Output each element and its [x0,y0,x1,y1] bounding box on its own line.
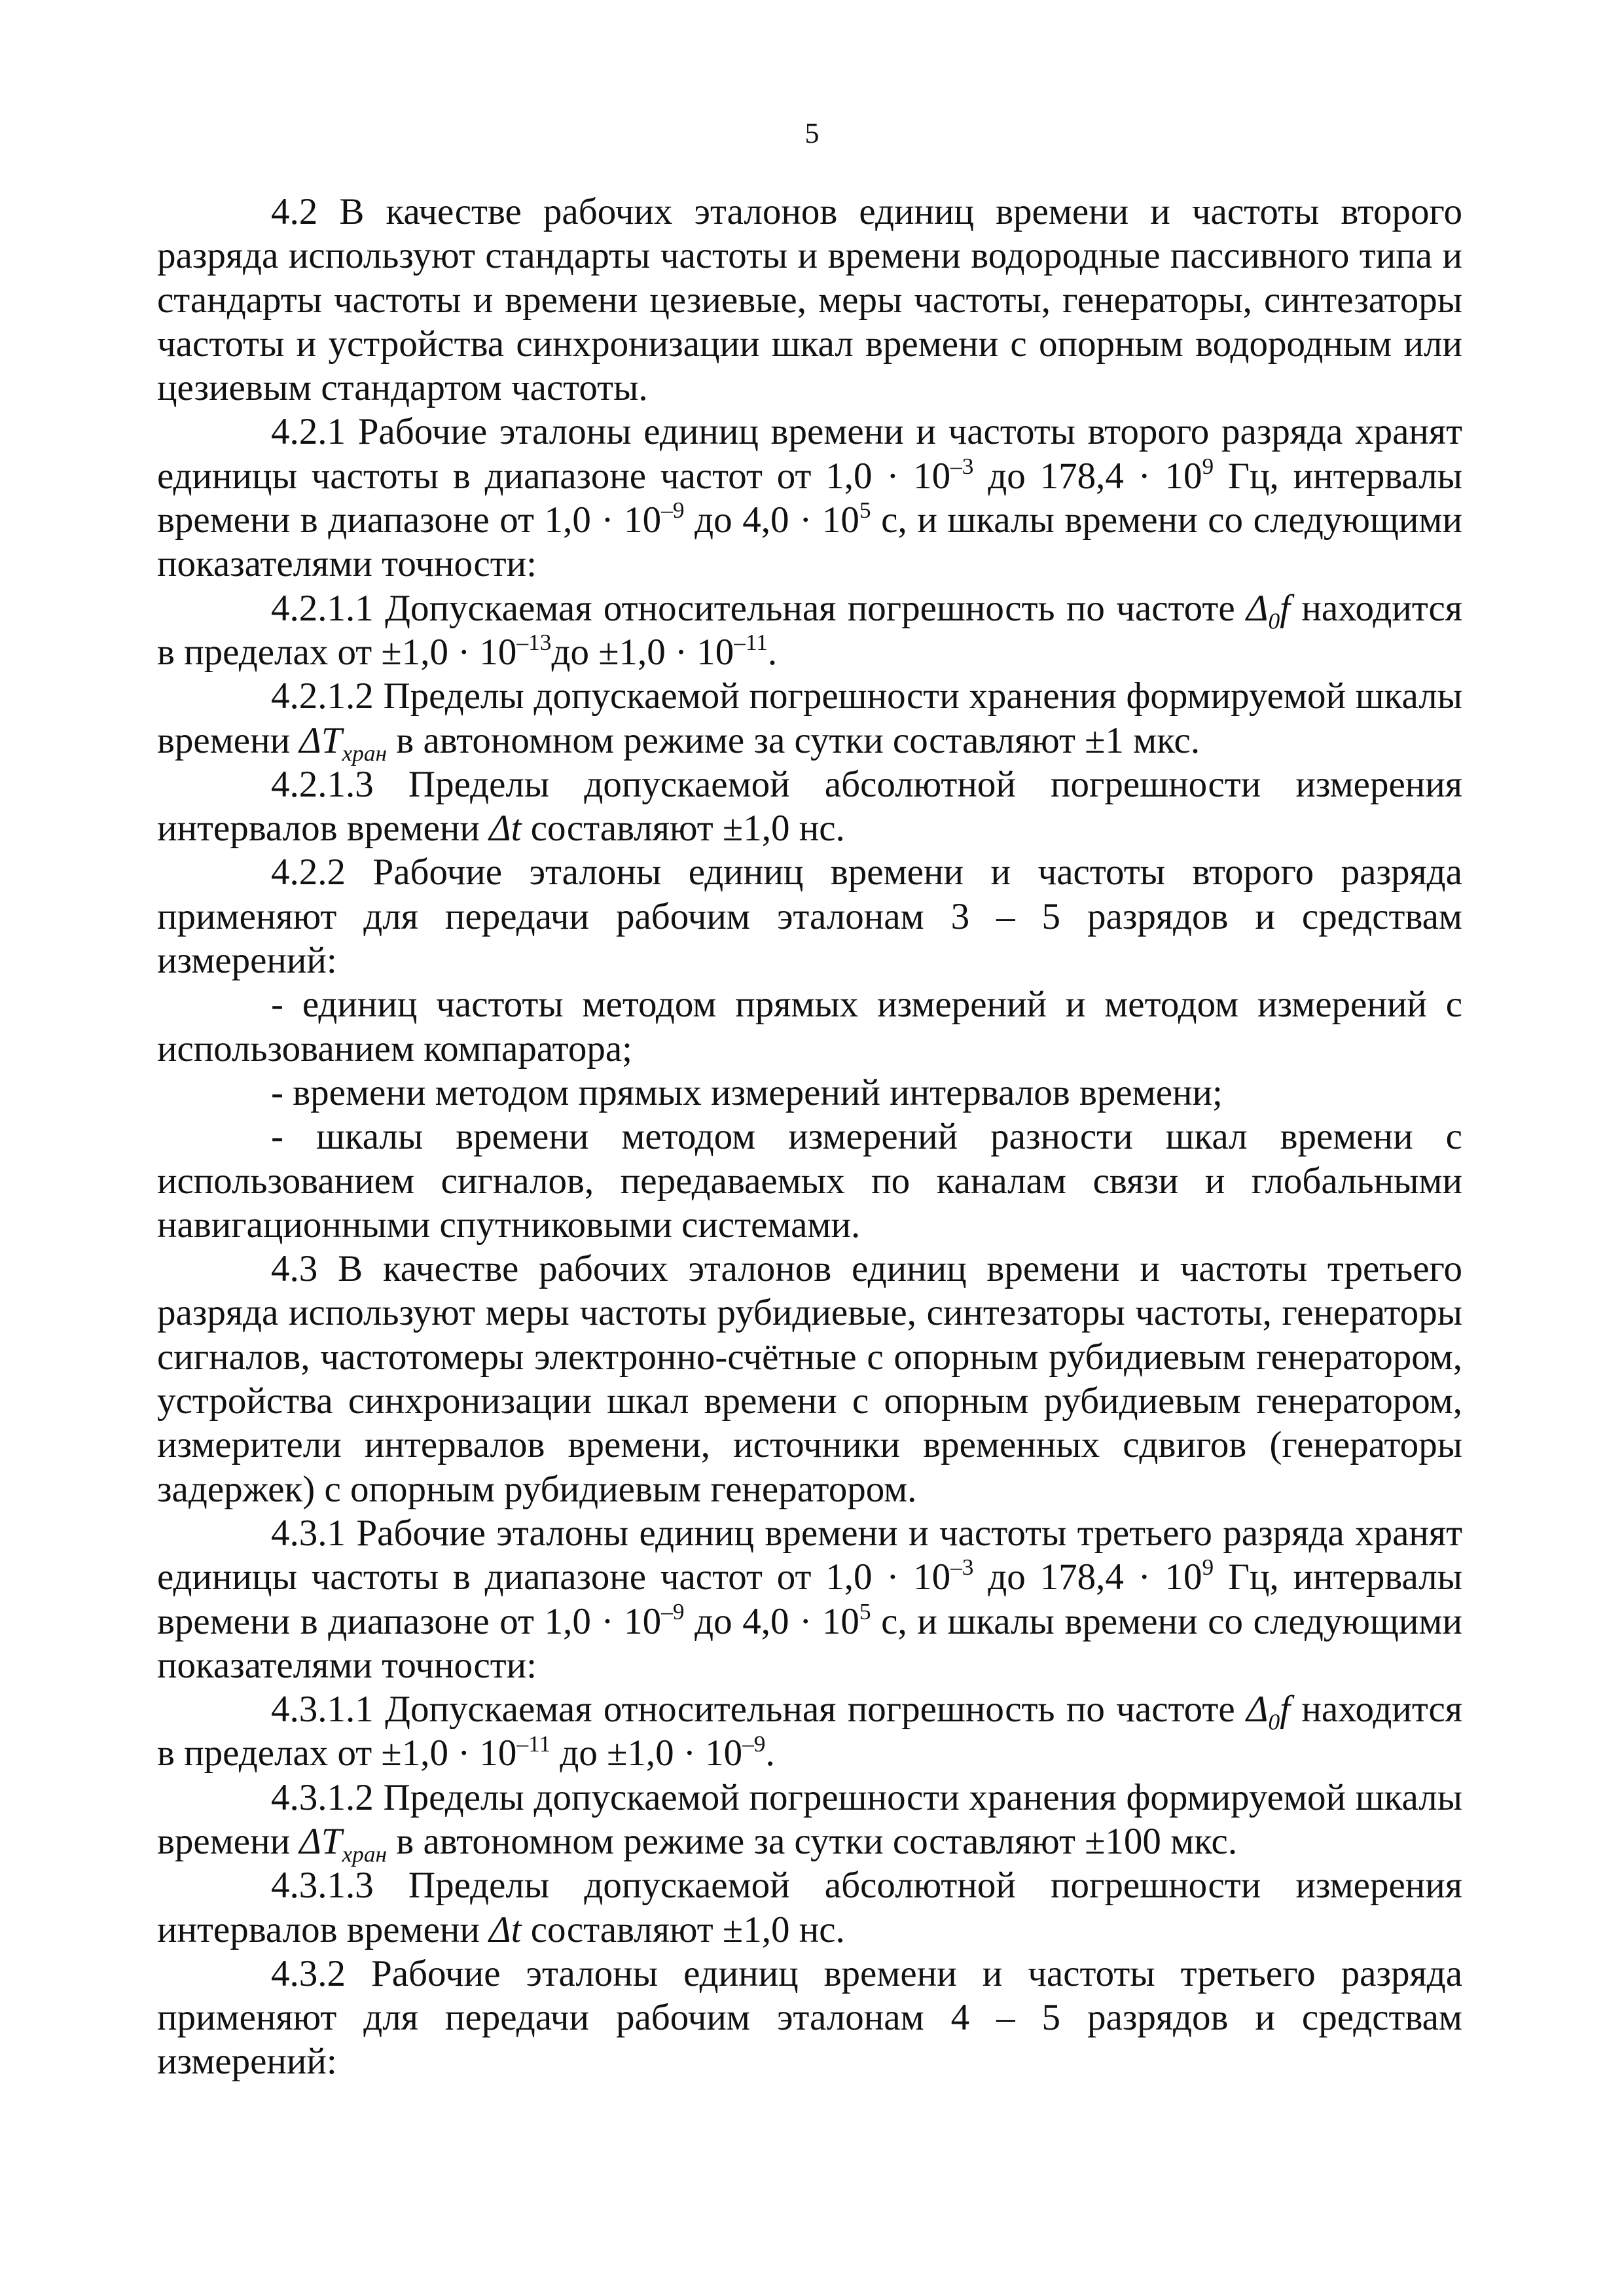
subscript: хран [342,740,388,766]
document-body [157,190,1462,2084]
page-number: 5 [804,117,820,149]
paragraph-4-2-1-2 [157,674,1462,766]
exponent: –3 [950,454,974,480]
text: в автономном режиме за сутки составляют ±100 мкс. [387,1820,1238,1862]
text: до 178,4 · 10 [973,1556,1202,1598]
paragraph-4-2-1 [157,410,1462,586]
symbol-delta-t: ΔT [299,1820,342,1862]
symbol-f: f [1280,587,1290,629]
symbol-delta: Δ [1246,587,1269,629]
list-item: - времени методом прямых измерений интервалов времени; [271,1071,1223,1113]
text: находится в пределах от ±1,0 · 10 [157,587,1463,673]
paragraph-4-2-1-1 [157,586,1462,675]
exponent: –11 [516,1731,551,1757]
text: составляют ±1,0 нс. [521,1909,845,1950]
text: . [765,1732,775,1774]
list-item: - единиц частоты методом прямых измерений и методом измерений с использованием компаратора; [157,984,1462,1069]
paragraph-4-3-1 [157,1511,1462,1687]
text: составляют ±1,0 нс. [521,808,845,850]
text: до ±1,0 · 10 [550,1732,743,1774]
paragraph-4-3: 4.3 В качестве рабочих эталонов единиц времени и частоты третьего разряда используют меры частоты рубидиевые, синтезаторы частоты, генераторы сигналов, частотомеры электронно-счётные с опорным рубидиевым генератором, устройства синхронизации шкал времени с опорным рубидиевым генератором, измерители интервалов времени, источники временных сдвигов (генераторы задержек) с опорным рубидиевым генератором. [157,1248,1462,1510]
text: 4.3.1.3 Пределы допускаемой абсолютной погрешности измерения интервалов времени [157,1865,1462,1950]
exponent: –9 [742,1731,766,1757]
exponent: –9 [661,1598,685,1624]
text: до ±1,0 · 10 [551,631,734,673]
symbol-delta-t: Δt [489,1909,522,1950]
exponent: 9 [1202,1554,1214,1581]
paragraph-4-2-2: 4.2.2 Рабочие эталоны единиц времени и частоты второго разряда применяют для передачи рабочим эталонам 3 – 5 разрядов и средствам измерений: [157,852,1462,982]
text: 4.3.1.2 Пределы допускаемой погрешности хранения формируемой шкалы времени [157,1776,1462,1862]
text: . [767,631,778,673]
symbol-f: f [1280,1689,1290,1731]
exponent: 5 [859,1598,871,1624]
exponent: –9 [661,497,685,524]
text: с, и шкалы времени со следующими показателями точности: [157,499,1462,585]
paragraph-4-3-1-2 [157,1776,1462,1867]
text: Гц, интервалы времени в диапазоне от 1,0 · 10 [157,455,1463,541]
symbol-delta-t: ΔT [299,719,342,761]
text: 4.3.1 Рабочие эталоны единиц времени и частоты третьего разряда хранят единицы частоты в диапазоне частот от 1,0 · 10 [157,1512,1462,1598]
text: 4.2.1.3 Пределы допускаемой абсолютной погрешности измерения интервалов времени [157,763,1462,850]
text: до 4,0 · 10 [684,499,859,541]
symbol-delta-t: Δt [489,808,522,850]
paragraph-4-3-1-1 [157,1687,1462,1776]
subscript: хран [342,1841,388,1867]
text: находится в пределах от ±1,0 · 10 [157,1689,1463,1774]
list-item: - шкалы времени методом измерений разности шкал времени с использованием сигналов, передаваемых по каналам связи и глобальными навигационными спутниковыми системами. [157,1116,1462,1246]
exponent: –13 [516,630,552,656]
text: в автономном режиме за сутки составляют ±1 мкс. [387,719,1200,761]
exponent: 9 [1202,454,1214,480]
text: 4.2.1.1 Допускаемая относительная погрешность по частоте [271,587,1247,629]
text: до 4,0 · 10 [684,1600,859,1642]
exponent: 5 [859,497,871,524]
text: до 178,4 · 10 [973,455,1202,497]
paragraph-4-2: 4.2 В качестве рабочих эталонов единиц времени и частоты второго разряда используют стандарты частоты и времени водородные пассивного типа и стандарты частоты и времени цезиевые, меры частоты, генераторы, синтезаторы частоты и устройства синхронизации шкал времени с опорным водородным или цезиевым стандартом частоты. [157,191,1462,409]
paragraph-4-2-1-3 [157,762,1462,851]
subscript: 0 [1268,608,1280,634]
paragraph-4-3-2: 4.3.2 Рабочие эталоны единиц времени и частоты третьего разряда применяют для передачи рабочим эталонам 4 – 5 разрядов и средствам измерений: [157,1952,1462,2083]
exponent: –11 [734,630,768,656]
symbol-delta: Δ [1246,1689,1269,1731]
text: 4.2.1 Рабочие эталоны единиц времени и частоты второго разряда хранят единицы частоты в диапазоне частот от 1,0 · 10 [157,411,1462,497]
exponent: –3 [950,1554,974,1581]
paragraph-4-3-1-3 [157,1863,1462,1952]
text: с, и шкалы времени со следующими показателями точности: [157,1600,1462,1686]
subscript: 0 [1268,1709,1280,1735]
text: 4.2.1.2 Пределы допускаемой погрешности хранения формируемой шкалы времени [157,675,1462,761]
text: 4.3.1.1 Допускаемая относительная погрешность по частоте [271,1689,1247,1731]
text: Гц, интервалы времени в диапазоне от 1,0 · 10 [157,1556,1463,1642]
